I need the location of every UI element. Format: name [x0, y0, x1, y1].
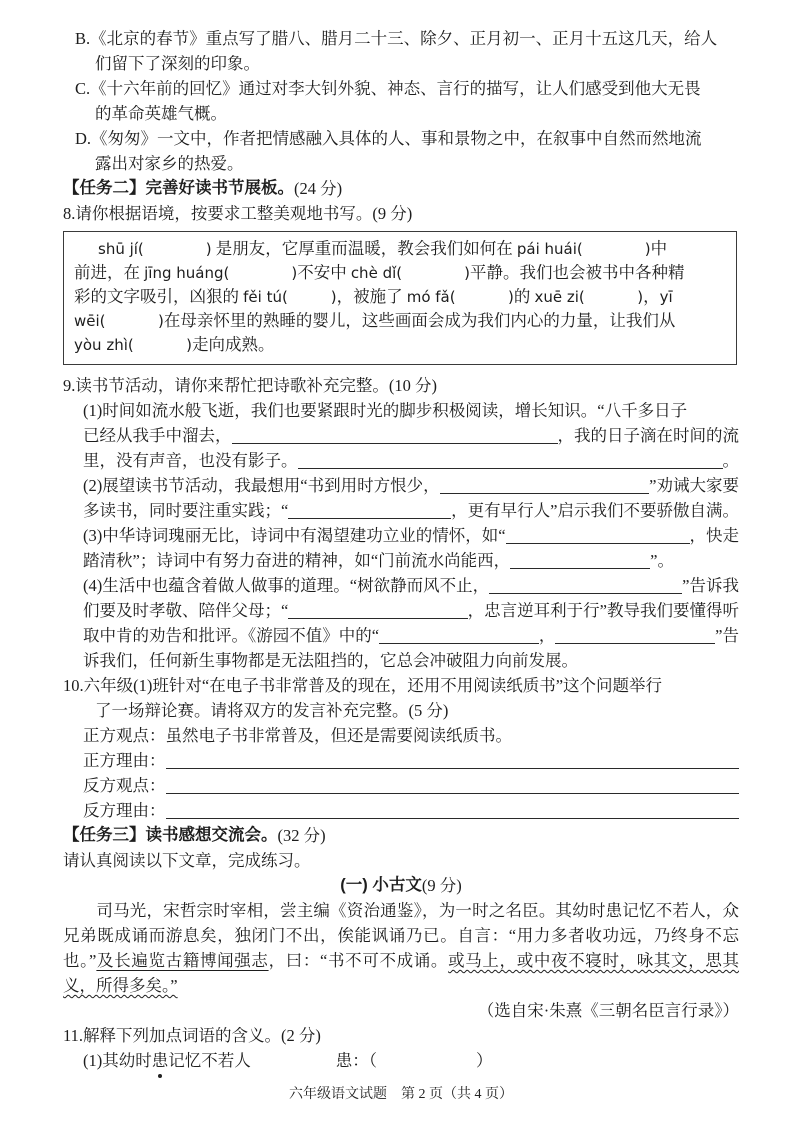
text-segment: xuē zi( ): [534, 288, 644, 306]
text-segment: ”劝诫大家要: [649, 476, 739, 495]
page-footer: 六年级语文试题 第 2 页（共 4 页）: [289, 1087, 513, 1102]
underlined-text: 及长遍览古籍博闻强志: [96, 951, 269, 970]
text-segment: D.《匆匆》一文中，作者把情感融入具体的人、事和景物之中，在叙事中自然而然地流: [75, 129, 702, 148]
text-segment: 们要及时孝敬、陪伴父母；“: [83, 601, 289, 620]
option-d-line-2: [63, 151, 739, 176]
fill-in-blank: [288, 618, 467, 619]
questions-section: [63, 373, 739, 898]
q9-3-line-1: [63, 523, 739, 548]
reading-intro: [63, 848, 739, 873]
fill-in-blank: [379, 643, 539, 644]
q9-4-line-1: [63, 573, 739, 598]
text-segment: yī: [659, 288, 673, 306]
text-segment: 在母亲怀里的熟睡的婴儿，这些画面会成为我们内心的力量，让我们从: [163, 311, 676, 330]
text-segment: 了一场辩论赛。请将双方的发言补充完整。(5 分): [95, 701, 449, 720]
text-segment: 记忆不若人: [168, 1051, 251, 1070]
text-segment: （选自宋·朱熹《三朝名臣言行录》）: [477, 1001, 739, 1020]
text-segment: ，我的日子滴在时间的流: [557, 426, 739, 445]
text-segment: 患：（ ）: [335, 1051, 493, 1070]
text-segment: ”。: [650, 551, 674, 570]
text-segment: 露出对家乡的热爱。: [95, 154, 244, 173]
q10-stem-line-2: [63, 698, 739, 723]
text-segment: 是朋友，它厚重而温暖，教会我们如何在: [211, 239, 517, 258]
text-segment: 【任务二】完善好读书节展板。: [63, 179, 294, 197]
dotted-term: 患: [152, 1048, 169, 1073]
text-segment: (3)中华诗词瑰丽无比，诗词中有渴望建功立业的情怀，如“: [83, 526, 506, 545]
wavy-underlined-text: 或马上，或中夜不寝时，咏其文，思其义，所得多矣。”: [63, 951, 740, 995]
text-segment: B.《北京的春节》重点写了腊八、腊月二十三、除夕、正月初一、正月十五这几天，给人: [75, 29, 718, 48]
fill-in-blank: [298, 468, 723, 469]
text-segment: 诉我们，任何新生事物都是无法阻挡的，它总会冲破阻力向前发展。: [83, 651, 578, 670]
q10-pro-reason: [63, 748, 739, 773]
text-segment: yòu zhì( ): [74, 336, 193, 354]
attribution: [63, 998, 739, 1023]
text-segment: 走向成熟。: [192, 335, 275, 354]
text-segment: 11.解释下列加点词语的含义。(2 分): [63, 1026, 321, 1045]
q10-stem-line-1: [63, 673, 739, 698]
q9-3-line-2: [63, 548, 739, 573]
text-segment: chè dǐ( ): [350, 264, 470, 282]
text-segment: 反方观点：: [83, 776, 166, 795]
q9-1-line-1: [63, 398, 739, 423]
q9-2-line-2: [63, 498, 739, 523]
text-segment: 正方观点：虽然电子书非常普及，但还是需要阅读纸质书。: [83, 726, 512, 745]
text-segment: 彩的文字吸引，凶狠的: [74, 287, 244, 306]
text-segment: ，曰：“书不可不成诵。: [268, 951, 449, 970]
text-segment: (9 分): [421, 876, 462, 895]
option-d-line-1: [63, 126, 739, 151]
text-segment: ，忠言逆耳利于行”教导我们要懂得听: [467, 601, 739, 620]
text-segment: ，: [643, 287, 660, 306]
text-segment: 们留下了深刻的印象。: [95, 54, 260, 73]
text-segment: (1)其幼时: [83, 1051, 152, 1070]
text-segment: ，快走: [689, 526, 739, 545]
text-segment: 前进，在: [74, 263, 145, 282]
option-c-line-1: [63, 76, 739, 101]
text-segment: 踏清秋”；诗词中有努力奋进的精神，如“门前流水尚能西，: [83, 551, 511, 570]
text-segment: 【任务三】读书感想交流会。: [63, 826, 278, 844]
q9-stem: [63, 373, 739, 398]
box-line-3: [74, 285, 726, 309]
q10-con-view: [63, 773, 739, 798]
passage-questions-section: [63, 998, 739, 1073]
q9-2-line-1: [63, 473, 739, 498]
q9-1-line-2: [63, 423, 739, 448]
text-segment: 请认真阅读以下文章，完成练习。: [63, 851, 311, 870]
text-segment: 已经从我手中溜去，: [83, 426, 232, 445]
task2-heading: [63, 176, 739, 201]
q9-1-line-3: [63, 448, 739, 473]
task3-heading: [63, 823, 739, 848]
text-segment: shū jí( ): [98, 240, 212, 258]
choice-options-section: [63, 26, 739, 226]
text-segment: (4)生活中也蕴含着做人做事的道理。“树欲静而风不止，: [83, 576, 490, 595]
classical-passage: [63, 898, 739, 998]
text-segment: 8.请你根据语境，按要求工整美观地书写。(9 分): [63, 204, 413, 223]
text-segment: 正方理由：: [83, 751, 166, 770]
option-b-line-1: [63, 26, 739, 51]
text-segment: jīng huáng( ): [144, 264, 298, 282]
text-segment: 的: [513, 287, 535, 306]
option-b-line-2: [63, 51, 739, 76]
fill-in-blank: [232, 443, 558, 444]
fill-in-blank: [166, 818, 740, 819]
handwriting-pinyin-box: [63, 231, 737, 365]
text-segment: (2)展望读书节活动，我最想用“书到用时方恨少，: [83, 476, 440, 495]
text-segment: ”告: [715, 626, 739, 645]
fill-in-blank: [489, 593, 682, 594]
fill-in-blank: [555, 643, 715, 644]
q9-4-line-3: [63, 623, 739, 648]
text-segment: C.《十六年前的回忆》通过对李大钊外貌、神态、言行的描写，让人们感受到他大无畏: [75, 79, 701, 98]
fill-in-blank: [506, 543, 690, 544]
text-segment: 10.六年级(1)班针对“在电子书非常普及的现在，还用不用阅读纸质书”这个问题举行: [63, 676, 663, 695]
q9-4-line-2: [63, 598, 739, 623]
text-segment: ”告诉我: [682, 576, 739, 595]
text-segment: (一) 小古文: [340, 876, 422, 894]
text-segment: wēi( ): [74, 312, 164, 330]
text-segment: (24 分): [294, 179, 343, 198]
q10-con-reason: [63, 798, 739, 823]
text-segment: 不安中: [297, 263, 351, 282]
passage-title: [63, 873, 739, 898]
q11-stem: [63, 1023, 739, 1048]
option-c-line-2: [63, 101, 739, 126]
q10-pro-view: [63, 723, 739, 748]
text-segment: 司马光，宋哲宗时宰相，尝主编《资治通鉴》，为一时之名臣。其幼时患记忆不若人，众兄弟既成诵而游息矣，独闭门不出，俟能讽诵乃已。自言：“用力多者收功远，乃终身不忘也。”: [63, 901, 739, 970]
text-segment: (32 分): [277, 826, 326, 845]
text-segment: (1)时间如流水般飞逝，我们也要紧跟时光的脚步积极阅读，增长知识。“八千多日子: [83, 401, 688, 420]
q8-stem: [63, 201, 739, 226]
fill-in-blank: [440, 493, 650, 494]
text-segment: 平静。我们也会被书中各种精: [469, 263, 685, 282]
text-segment: 里，没有声音，也没有影子。: [83, 451, 298, 470]
box-line-5: [74, 333, 726, 357]
fill-in-blank: [166, 793, 740, 794]
text-segment: 的革命英雄气概。: [95, 104, 227, 123]
box-line-2: [74, 261, 726, 285]
text-segment: ，更有早行人”启示我们不要骄傲自满。: [451, 501, 739, 520]
text-segment: ，被施了: [336, 287, 407, 306]
fill-in-blank: [288, 518, 451, 519]
text-segment: 反方理由：: [83, 801, 166, 820]
text-segment: ，: [538, 626, 556, 645]
text-segment: fěi tú( ): [243, 288, 337, 306]
q9-4-line-4: [63, 648, 739, 673]
text-segment: 多读书，同时要注重实践；“: [83, 501, 289, 520]
text-segment: 9.读书节活动，请你来帮忙把诗歌补充完整。(10 分): [63, 376, 437, 395]
box-line-4: [74, 309, 726, 333]
q11-item-1: [63, 1048, 739, 1073]
text-segment: pái huái( ): [516, 240, 651, 258]
fill-in-blank: [166, 768, 740, 769]
box-line-1: [74, 237, 726, 261]
text-segment: 取中肯的劝告和批评。《游园不值》中的“: [83, 626, 380, 645]
text-segment: mó fǎ( ): [406, 288, 514, 306]
text-segment: 。: [722, 451, 739, 470]
text-segment: 中: [650, 239, 668, 258]
fill-in-blank: [510, 568, 650, 569]
